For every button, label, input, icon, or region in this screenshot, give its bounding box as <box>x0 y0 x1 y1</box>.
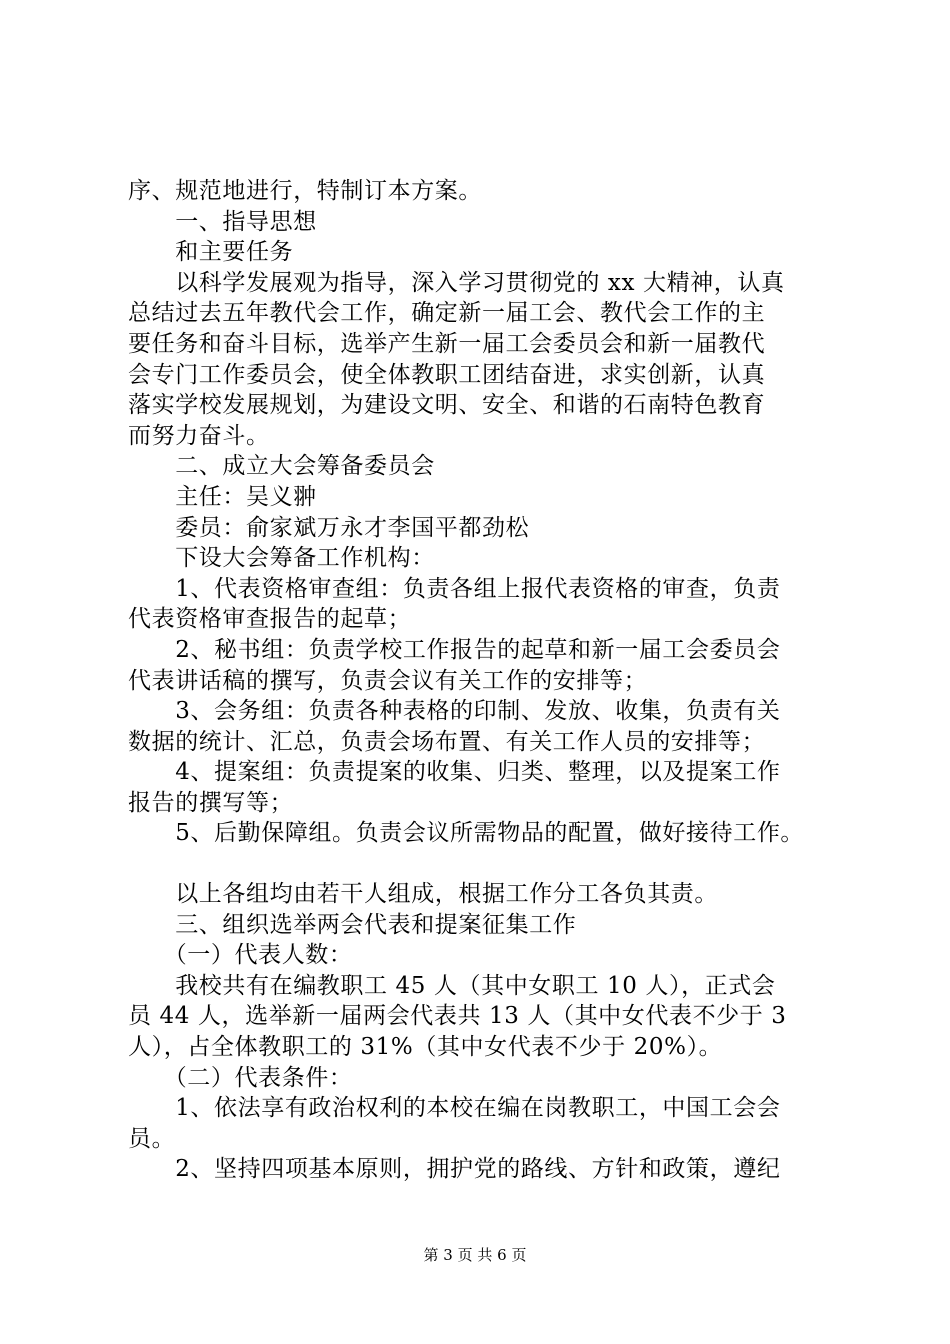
text-line: 而努力奋斗。 <box>128 422 270 449</box>
text-line: 人），占全体教职工的 31%（其中女代表不少于 20%）。 <box>128 1034 723 1061</box>
text-line: 总结过去五年教代会工作，确定新一届工会、教代会工作的主 <box>128 300 766 327</box>
text-line: 序、规范地进行，特制订本方案。 <box>128 178 482 204</box>
text-line: 我校共有在编教职工 45 人（其中女职工 10 人），正式会 <box>128 972 776 999</box>
text-line: 主任：吴义翀 <box>128 483 317 510</box>
text-line: 数据的统计、汇总，负责会场布置、有关工作人员的安排等； <box>128 728 766 755</box>
list-item: 1、依法享有政治权利的本校在编在岗教职工，中国工会会 <box>128 1095 781 1122</box>
text-line: 下设大会筹备工作机构： <box>128 545 435 572</box>
text-line: 员。 <box>128 1125 176 1152</box>
section-heading: 二、成立大会筹备委员会 <box>128 453 435 480</box>
text-line: 会专门工作委员会，使全体教职工团结奋进，求实创新，认真 <box>128 361 766 388</box>
section-heading: 三、组织选举两会代表和提案征集工作 <box>128 911 577 938</box>
text-line: 委员：俞家斌万永才李国平都劲松 <box>128 514 530 541</box>
subsection-heading: （一）代表人数： <box>128 942 353 969</box>
text-line: 要任务和奋斗目标，选举产生新一届工会委员会和新一届教代 <box>128 330 766 357</box>
list-item: 2、坚持四项基本原则，拥护党的路线、方针和政策，遵纪 <box>128 1156 781 1183</box>
text-line: 代表讲话稿的撰写，负责会议有关工作的安排等； <box>128 667 648 694</box>
paragraph-gap <box>128 849 833 879</box>
text-line: 代表资格审查报告的起草； <box>128 606 412 633</box>
list-item: 5、后勤保障组。负责会议所需物品的配置，做好接待工作。 <box>128 820 805 847</box>
document-body <box>128 176 833 1185</box>
list-item: 3、会务组：负责各种表格的印制、发放、收集，负责有关 <box>128 698 781 725</box>
text-line: 落实学校发展规划，为建设文明、安全、和谐的石南特色教育 <box>128 392 766 419</box>
text-line: 以科学发展观为指导，深入学习贯彻党的 xx 大精神，认真 <box>128 269 785 296</box>
list-item: 2、秘书组：负责学校工作报告的起草和新一届工会委员会 <box>128 636 781 663</box>
section-heading: 一、指导思想 <box>128 208 317 235</box>
section-heading: 和主要任务 <box>128 239 294 266</box>
text-line: 以上各组均由若干人组成，根据工作分工各负其责。 <box>128 881 718 908</box>
subsection-heading: （二）代表条件： <box>128 1064 353 1091</box>
text-line: 员 44 人，选举新一届两会代表共 13 人（其中女代表不少于 3 <box>128 1003 787 1030</box>
page-number: 第 3 页 共 6 页 <box>423 1246 527 1264</box>
list-item: 4、提案组：负责提案的收集、归类、整理，以及提案工作 <box>128 759 781 786</box>
text-line: 报告的撰写等； <box>128 789 294 816</box>
list-item: 1、代表资格审查组：负责各组上报代表资格的审查，负责 <box>128 575 781 602</box>
